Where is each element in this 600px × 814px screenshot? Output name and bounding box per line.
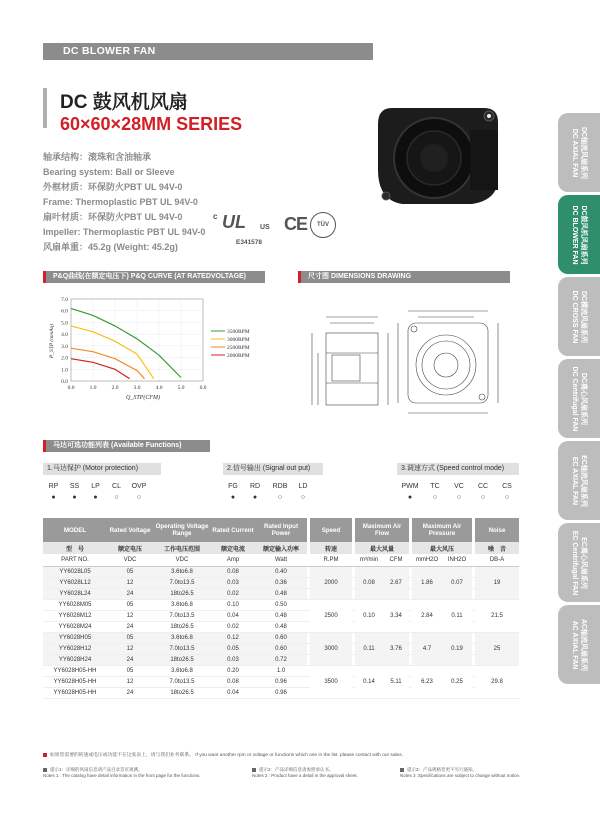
y-tick-label: 5.0 [61,320,68,327]
rated-power-cell: 0.96 [255,687,307,698]
side-tab[interactable] [558,359,600,438]
section-accent [43,271,46,283]
side-tab-cn: EC离心风扇系列 [580,536,587,589]
voltage-range-cell: 3.6to6.8 [153,599,211,610]
rated-current-cell: 0.02 [211,588,255,599]
unit-cell: PART NO. [43,554,107,566]
y-tick-label: 2.0 [61,355,68,362]
category-side-tabs [558,113,600,687]
y-tick-label: 6.0 [61,308,68,315]
signal-output-marks [223,494,323,501]
col-header-cn: 噪 音 [475,542,519,554]
side-tab-cn: DC鼓风机风扇系列 [580,204,587,265]
chart-grid [71,299,203,381]
side-tab-cn: DC轴流风扇系列 [580,126,587,179]
rated-power-cell: 0.50 [255,599,307,610]
speed-cell: 3000 [310,632,352,665]
column-gap [409,588,412,599]
side-tab[interactable] [558,113,600,192]
table-row [43,665,519,676]
noise-cell: 25 [475,632,519,665]
table-units-row [43,554,519,566]
side-tab-cn: DC离心风扇系列 [580,372,587,425]
pq-section-header [43,271,265,283]
functions-section-title: 马达可选功能列表 (Available Functions) [53,442,182,449]
motor-protection-head: 1.马达保护 (Motor protection) [43,463,161,475]
series-title: 60×60×28MM SERIES [60,114,243,134]
side-tab-en: DC AXIAL FAN [571,128,578,177]
airflow-cfm-cell: 3.34 [383,599,409,632]
pressure-inh2o-cell: 0.25 [442,665,472,698]
col-header-cn: 转速 [310,542,352,554]
footnote-3 [400,767,520,779]
rated-power-cell: 0.60 [255,632,307,643]
contact-note-text: 如果您需要的转速或电压或功能不在这张表上，请与我们业务联系。 If you want another rpm or voltage or functions which one in the list. please contact with our sales. [50,753,403,758]
product-title: DC 鼓风机风扇 [60,92,188,113]
airflow-cfm-cell: 3.76 [383,632,409,665]
function-code: PWM [401,483,419,490]
spec-list [43,150,205,255]
function-code: VC [454,483,464,490]
rated-current-cell: 0.04 [211,610,255,621]
voltage-range-cell: 7.0to13.5 [153,643,211,654]
function-mark: ○ [504,494,510,501]
pq-curve-chart [43,293,265,403]
voltage-range-cell: 18to26.5 [153,687,211,698]
rated-power-cell: 0.36 [255,577,307,588]
unit-cell: VDC [153,554,211,566]
x-tick-label: 4.0 [155,385,163,391]
function-mark: ● [72,494,77,501]
y-axis-label: P_STP (mmAq) [49,323,55,359]
column-gap [307,654,310,665]
note-bullet [43,768,47,772]
col-header: Rated Current [211,518,255,542]
function-mark: ● [93,494,98,501]
chart-series [71,308,181,378]
title-accent-bar [43,88,47,128]
column-gap [352,610,355,621]
side-tab-label [570,290,588,343]
speed-cell: 2500 [310,599,352,632]
column-gap [472,577,475,588]
voltage-range-cell: 7.0to13.5 [153,577,211,588]
rated-power-cell: 0.48 [255,588,307,599]
side-tab-en: EC AXIAL FAN [571,456,578,505]
noise-cell: 19 [475,566,519,599]
airflow-m3-cell: 0.14 [355,665,383,698]
side-tab-label [570,126,588,178]
function-code: OVP [131,483,147,490]
rated-voltage-cell: 12 [107,676,153,687]
side-tab-cn: DC横流风扇系列 [580,290,587,343]
column-gap [472,621,475,632]
function-code: SS [69,483,80,490]
y-tick-label: 0.0 [61,379,68,385]
col-header-cn: 工作电压范围 [153,542,211,554]
dim-section-title: 尺寸图 DIMENSIONS DRAWING [308,273,412,280]
cert-us-mark: US [260,224,270,231]
rated-current-cell: 0.02 [211,621,255,632]
part-number-cell: YY6028L12 [43,577,107,588]
part-number-cell: YY6028H05-HH [43,687,107,698]
y-tick-label: 3.0 [61,343,68,350]
column-gap [352,676,355,687]
function-mark: ○ [480,494,486,501]
rated-power-cell: 0.60 [255,643,307,654]
function-code: LD [298,483,308,490]
function-mark: ● [230,494,236,501]
table-header-row-cn [43,542,519,554]
part-number-cell: YY6028H12 [43,643,107,654]
column-gap [352,687,355,698]
column-gap [472,654,475,665]
function-mark: ○ [114,494,119,501]
rated-voltage-cell: 12 [107,577,153,588]
pressure-inh2o-cell: 0.07 [442,566,472,599]
function-mark: ○ [456,494,462,501]
x-tick-label: 6.0 [199,385,207,391]
rated-power-cell: 0.72 [255,654,307,665]
col-header: Speed [310,518,352,542]
col-header: Operating Voltage Range [153,518,211,542]
x-tick-label: 1.0 [89,385,97,391]
column-gap [352,643,355,654]
col-header-cn: 最大风量 [355,542,409,554]
function-mark: ○ [432,494,438,501]
spec-line: 扇叶材质：环保防火PBT UL 94V-0 [43,212,183,222]
x-tick-label: 5.0 [177,385,185,391]
column-gap [352,654,355,665]
footnote-1 [43,767,201,779]
side-tab-label [570,530,588,595]
noise-cell: 29.8 [475,665,519,698]
x-tick-label: 2.0 [111,385,119,391]
blower-fan-photo [372,100,502,208]
column-gap [472,588,475,599]
y-tick-label: 7.0 [61,297,68,303]
rated-power-cell: 0.48 [255,621,307,632]
side-tab-en: DC Centrifugal FAN [571,366,578,431]
unit-cell: VDC [107,554,153,566]
unit-cell: R.PM [310,554,352,566]
ul-logo: UL [222,212,246,232]
column-gap [307,621,310,632]
rated-voltage-cell: 24 [107,687,153,698]
spec-line: Frame: Thermoplastic PBT UL 94V-0 [43,197,198,207]
column-gap [307,577,310,588]
note-cn: 提示2：产品详细信息请参照承认书。 [259,767,334,772]
voltage-range-cell: 18to26.5 [153,588,211,599]
rated-current-cell: 0.20 [211,665,255,676]
series-line-3500rpm [71,308,181,377]
x-axis-label: Q_STP(CFM) [126,395,160,401]
unit-cell: INH2O [442,554,472,566]
airflow-m3-cell: 0.08 [355,566,383,599]
signal-output-codes [223,483,323,490]
column-gap [409,676,412,687]
function-code: CC [477,483,489,490]
airflow-cfm-cell: 5.11 [383,665,409,698]
part-number-cell: YY6028L05 [43,566,107,577]
section-accent [43,440,46,452]
function-code: LP [91,483,100,490]
legend-label: 3500RPM [227,329,250,335]
function-code: FG [228,483,238,490]
legend-label: 3000RPM [227,337,250,343]
rated-voltage-cell: 12 [107,610,153,621]
part-number-cell: YY6028H05-HH [43,676,107,687]
rated-current-cell: 0.12 [211,632,255,643]
side-tab[interactable] [558,277,600,356]
rated-voltage-cell: 05 [107,599,153,610]
note-bullet [252,768,256,772]
function-code: CS [502,483,512,490]
table-row [43,566,519,577]
side-tab-label [570,618,588,670]
col-header-cn: 额定输入功率 [255,542,307,554]
motor-protection-group [43,463,161,501]
rated-current-cell: 0.04 [211,687,255,698]
column-gap [472,687,475,698]
side-tab-label [570,455,588,507]
col-header-cn: 额定电流 [211,542,255,554]
motor-protection-marks [43,494,161,501]
pressure-mmh2o-cell: 2.84 [412,599,442,632]
side-tab-cn: AC轴流风扇系列 [580,618,587,671]
table-row [43,632,519,643]
rated-current-cell: 0.05 [211,643,255,654]
chart-ticks [61,297,207,391]
unit-cell: CFM [383,554,409,566]
side-tab[interactable] [558,605,600,684]
function-code: RDB [272,483,288,490]
motor-protection-codes [43,483,161,490]
column-gap [409,643,412,654]
rated-voltage-cell: 05 [107,665,153,676]
rated-power-cell: 0.40 [255,566,307,577]
rated-voltage-cell: 24 [107,654,153,665]
speed-control-codes [397,483,519,490]
note-cn: 提示3：产品规格变更不另行通知。 [407,767,478,772]
side-tab[interactable] [558,195,600,274]
side-tab-en: EC Centrifugal FAN [571,530,578,595]
pressure-mmh2o-cell: 6.23 [412,665,442,698]
rated-voltage-cell: 24 [107,621,153,632]
function-mark: ● [252,494,258,501]
column-gap [409,577,412,588]
column-gap [352,588,355,599]
spec-line: Impeller: Thermoplastic PBT UL 94V-0 [43,227,206,237]
column-gap [409,687,412,698]
column-gap [307,610,310,621]
column-gap [409,610,412,621]
pressure-mmh2o-cell: 4.7 [412,632,442,665]
tuv-logo: TÜV [310,212,336,238]
side-tab-label [570,366,588,431]
col-header: Maximum Air Pressure [412,518,472,542]
column-gap [307,643,310,654]
noise-cell: 21.5 [475,599,519,632]
rated-voltage-cell: 05 [107,632,153,643]
pressure-inh2o-cell: 0.19 [442,632,472,665]
speed-control-head: 3.调速方式 (Speed control mode) [397,463,519,475]
y-tick-label: 1.0 [61,367,68,374]
side-tab[interactable] [558,523,600,602]
airflow-m3-cell: 0.10 [355,599,383,632]
voltage-range-cell: 3.6to6.8 [153,665,211,676]
cert-c-mark: c [213,212,218,221]
rated-current-cell: 0.03 [211,654,255,665]
spec-line: 轴承结构：滚珠和含油轴承 [43,152,152,162]
side-tab-cn: EC轴流风扇系列 [580,454,587,507]
side-tab[interactable] [558,441,600,520]
rated-current-cell: 0.10 [211,599,255,610]
column-gap [307,687,310,698]
spec-table [43,518,519,699]
col-header: MODEL [43,518,107,542]
x-tick-label: 3.0 [133,385,141,391]
function-mark: ● [407,494,413,501]
rated-power-cell: 0.48 [255,610,307,621]
table-header-row [43,518,519,542]
function-mark: ○ [277,494,283,501]
unit-cell: DB-A [475,554,519,566]
unit-cell: mmH2O [412,554,442,566]
function-mark: ● [51,494,56,501]
column-gap [472,610,475,621]
part-number-cell: YY6028H05 [43,632,107,643]
rated-voltage-cell: 05 [107,566,153,577]
column-gap [352,577,355,588]
col-header-cn: 型 号 [43,542,107,554]
col-header: Rated Input Power [255,518,307,542]
side-tab-label [570,205,588,264]
col-header-cn: 最大风压 [412,542,472,554]
dim-section-header [298,271,510,283]
rated-current-cell: 0.08 [211,676,255,687]
function-code: TC [430,483,440,490]
speed-cell: 3500 [310,665,352,698]
legend-label: 2000RPM [227,353,250,359]
contact-note [43,751,403,758]
part-number-cell: YY6028H24 [43,654,107,665]
series-line-2500rpm [71,348,145,379]
voltage-range-cell: 18to26.5 [153,621,211,632]
side-tab-en: DC BLOWER FAN [571,204,578,265]
chart-legend [211,329,250,359]
note-cn: 提示1：详细的风扇信息请产品目录首页观测。 [50,767,143,772]
signal-output-head: 2.信号输出 (Signal out put) [223,463,323,475]
ul-file-number: E341578 [236,239,263,246]
function-code: CL [112,483,121,490]
voltage-range-cell: 3.6to6.8 [153,566,211,577]
function-code: RP [48,483,59,490]
rated-power-cell: 0.96 [255,676,307,687]
function-code: RD [249,483,261,490]
speed-cell: 2000 [310,566,352,599]
airflow-cfm-cell: 2.67 [383,566,409,599]
column-gap [472,643,475,654]
part-number-cell: YY6028M24 [43,621,107,632]
note-en: Notes 3 :Specifications are subject to change without notice. [400,773,521,778]
section-accent [298,271,301,283]
unit-cell: m³/min [355,554,383,566]
dimensions-drawing [298,293,510,423]
speed-control-marks [397,494,519,501]
y-tick-label: 4.0 [61,332,68,339]
table-row [43,599,519,610]
side-tab-en: DC CROSS FAN [571,290,578,343]
voltage-range-cell: 7.0to13.5 [153,676,211,687]
speed-control-group [397,463,519,501]
footnote-2 [252,767,358,779]
column-gap [352,621,355,632]
voltage-range-cell: 3.6to6.8 [153,632,211,643]
column-gap [409,621,412,632]
col-header: Rated Voltage [107,518,153,542]
rated-power-cell: 1.0 [255,665,307,676]
part-number-cell: YY6028H05-HH [43,665,107,676]
spec-line: Bearing system: Ball or Sleeve [43,167,175,177]
rated-current-cell: 0.03 [211,577,255,588]
functions-section-header [43,440,210,452]
note-bullet [43,753,47,757]
x-tick-label: 0.0 [67,385,75,391]
col-header-cn: 额定电压 [107,542,153,554]
part-number-cell: YY6028M05 [43,599,107,610]
spec-line: 外框材质：环保防火PBT UL 94V-0 [43,182,183,192]
function-mark: ○ [136,494,142,501]
part-number-cell: YY6028M12 [43,610,107,621]
rated-voltage-cell: 24 [107,588,153,599]
function-mark: ○ [300,494,306,501]
column-gap [307,676,310,687]
col-header: Maximum Air Flow [355,518,409,542]
column-gap [307,588,310,599]
category-banner: DC BLOWER FAN [43,43,373,60]
signal-output-group [223,463,323,501]
pq-section-title: P&Q曲线(在额定电压下) P&Q CURVE (AT RATEDVOLTAGE) [53,273,247,280]
rated-current-cell: 0.08 [211,566,255,577]
note-en: Notes 1 : The catalog have detail information in the front page for the functions. [43,773,201,778]
rated-voltage-cell: 12 [107,643,153,654]
ce-logo: CE [284,214,308,234]
column-gap [409,654,412,665]
unit-cell: Amp [211,554,255,566]
col-header: Noise [475,518,519,542]
airflow-m3-cell: 0.11 [355,632,383,665]
unit-cell: Watt [255,554,307,566]
note-en: Notes 2 : Product have a detail in the approval sheet. [252,773,358,778]
pressure-mmh2o-cell: 1.86 [412,566,442,599]
side-tab-en: AC AXIAL FAN [571,620,578,669]
voltage-range-cell: 7.0to13.5 [153,610,211,621]
column-gap [472,676,475,687]
pressure-inh2o-cell: 0.11 [442,599,472,632]
spec-line: 风扇单重：45.2g (Weight: 45.2g) [43,242,178,252]
series-line-3000rpm [71,326,154,379]
legend-label: 2500RPM [227,345,250,351]
part-number-cell: YY6028L24 [43,588,107,599]
note-bullet [400,768,404,772]
voltage-range-cell: 18to26.5 [153,654,211,665]
